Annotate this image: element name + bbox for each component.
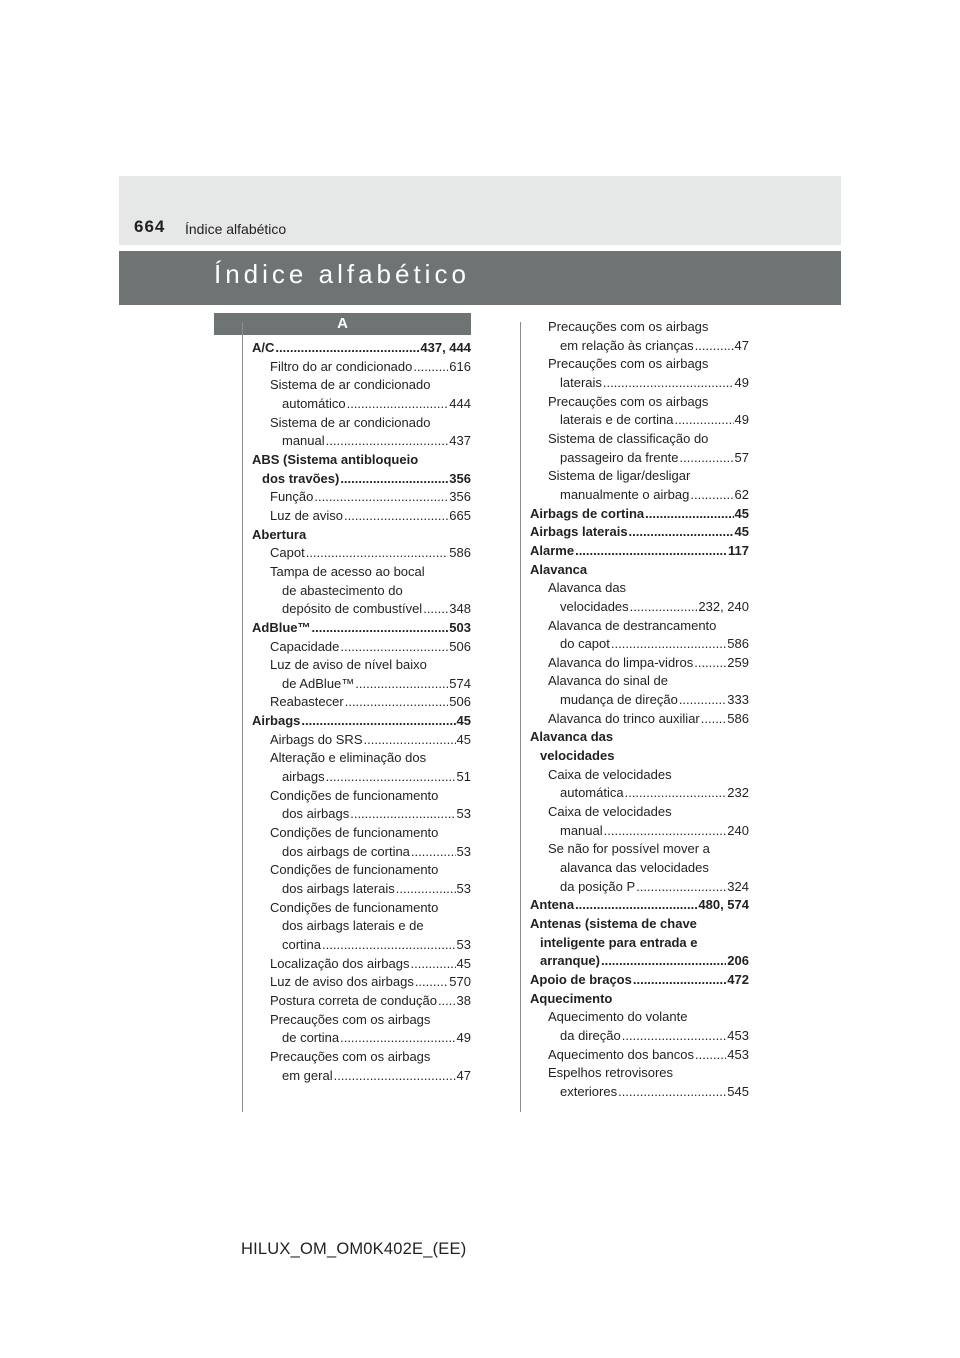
index-entry xyxy=(252,843,471,862)
index-entry xyxy=(252,358,471,377)
index-heading-line: Precauções com os airbags xyxy=(548,319,709,334)
dot-leader xyxy=(575,896,697,915)
entry-label: Capacidade xyxy=(270,638,340,654)
index-entry xyxy=(252,432,471,451)
entry-label: da posição P xyxy=(560,878,636,894)
index-heading-line: Alteração e eliminação dos xyxy=(270,750,427,766)
entry-label: velocidades xyxy=(560,598,629,614)
index-entry xyxy=(530,710,749,729)
index-heading-line: Abertura xyxy=(252,526,307,542)
dot-leader xyxy=(645,505,733,524)
entry-label: Alavanca do trinco auxiliar xyxy=(548,710,700,726)
index-entry xyxy=(252,488,471,507)
dot-leader xyxy=(334,1067,456,1086)
entry-label: Reabastecer xyxy=(270,694,344,710)
dot-leader xyxy=(680,449,734,468)
index-entry xyxy=(252,712,471,731)
dot-leader xyxy=(275,339,419,358)
dot-leader xyxy=(340,638,448,657)
entry-label: Capot xyxy=(270,545,305,561)
dot-leader xyxy=(340,470,448,489)
dot-leader xyxy=(701,710,727,729)
index-heading-line: inteligente para entrada e xyxy=(540,934,698,950)
index-heading-line: Caixa de velocidades xyxy=(548,766,672,782)
entry-label: Antena xyxy=(530,897,575,913)
entry-label: Apoio de braços xyxy=(530,971,632,987)
page-reference: 45 xyxy=(456,731,471,747)
page-reference: 453 xyxy=(727,1027,749,1043)
index-entry xyxy=(252,936,471,955)
entry-label: Airbags xyxy=(252,713,301,729)
page-reference: 480, 574 xyxy=(698,897,749,913)
page-reference: 472 xyxy=(727,971,749,987)
dot-leader xyxy=(622,1027,727,1046)
dot-leader xyxy=(629,523,734,542)
page-reference: 444 xyxy=(449,395,471,411)
dot-leader xyxy=(679,691,726,710)
index-entry xyxy=(530,411,749,430)
index-heading-line: Alavanca xyxy=(530,561,588,577)
page-reference: 356 xyxy=(449,489,471,505)
dot-leader xyxy=(694,654,726,673)
index-entry xyxy=(252,507,471,526)
index-entry xyxy=(252,1029,471,1048)
index-entry xyxy=(530,822,749,841)
index-heading-line: alavanca das velocidades xyxy=(560,860,709,876)
dot-leader xyxy=(312,619,449,638)
index-entry xyxy=(530,1027,749,1046)
entry-label: laterais e de cortina xyxy=(560,412,674,428)
entry-label: automática xyxy=(560,785,624,801)
page-reference: 51 xyxy=(456,769,471,785)
index-entry xyxy=(530,952,749,971)
index-entry xyxy=(252,675,471,694)
document-code: HILUX_OM_OM0K402E_(EE) xyxy=(241,1240,467,1258)
index-heading-line: Sistema de classificação do xyxy=(548,430,709,446)
index-heading-line: Precauções com os airbags xyxy=(270,1011,431,1027)
page-reference: 53 xyxy=(456,937,471,952)
index-heading-line: Aquecimento xyxy=(530,990,613,1006)
page-reference: 570 xyxy=(449,974,471,990)
index-entry xyxy=(252,638,471,657)
page-reference: 49 xyxy=(456,1030,471,1046)
page-reference: 53 xyxy=(456,881,471,897)
index-heading-line: Sistema de ligar/desligar xyxy=(548,468,691,484)
dot-leader xyxy=(630,598,698,617)
dot-leader xyxy=(350,805,455,824)
running-head: Índice alfabético xyxy=(185,221,287,237)
index-heading-line: Condições de funcionamento xyxy=(270,787,439,803)
dot-leader xyxy=(633,971,726,990)
index-heading-line: Sistema de ar condicionado xyxy=(270,377,431,393)
index-heading-line: Tampa de acesso ao bocal xyxy=(270,563,425,579)
index-heading-line: Antenas (sistema de chave xyxy=(530,916,697,931)
index-heading-line: dos airbags laterais e de xyxy=(282,918,424,934)
page-reference: 45 xyxy=(456,955,471,971)
entry-label: dos airbags de cortina xyxy=(282,843,410,859)
dot-leader xyxy=(575,542,727,561)
page-reference: 348 xyxy=(449,601,471,617)
index-entry xyxy=(252,973,471,992)
dot-leader xyxy=(340,1029,455,1048)
index-heading-line: Condições de funcionamento xyxy=(270,899,439,915)
index-heading-line: Precauções com os airbags xyxy=(548,356,709,372)
section-letter-a: A xyxy=(214,313,471,335)
page-reference: 333 xyxy=(727,692,749,708)
page-reference: 356 xyxy=(449,470,471,486)
dot-leader xyxy=(322,936,456,955)
page-reference: 503 xyxy=(449,619,471,635)
index-entry xyxy=(530,449,749,468)
page-reference: 49 xyxy=(734,412,749,428)
page-reference: 47 xyxy=(734,337,749,353)
index-heading-line: Aquecimento do volante xyxy=(548,1009,688,1025)
index-heading-line: Sistema de ar condicionado xyxy=(270,414,431,430)
entry-label: mudança de direção xyxy=(560,692,678,708)
index-heading-line: Precauções com os airbags xyxy=(270,1048,431,1064)
dot-leader xyxy=(618,1083,726,1102)
dot-leader xyxy=(674,411,733,430)
entry-label: Postura correta de condução xyxy=(270,992,437,1008)
dot-leader xyxy=(306,544,449,563)
page-title: Índice alfabético xyxy=(214,259,470,289)
dot-leader xyxy=(415,973,448,992)
page-reference: 586 xyxy=(727,636,749,652)
dot-leader xyxy=(347,395,449,414)
page-reference: 586 xyxy=(449,545,471,561)
dot-leader xyxy=(314,488,448,507)
entry-label: Alavanca do limpa-vidros xyxy=(548,654,694,670)
index-entry xyxy=(530,523,749,542)
index-entry xyxy=(252,1067,471,1086)
page-reference: 57 xyxy=(734,449,749,465)
index-column-right xyxy=(530,318,749,1102)
index-entry xyxy=(252,768,471,787)
index-entry xyxy=(252,600,471,619)
dot-leader xyxy=(411,843,456,862)
entry-label: Filtro do ar condicionado xyxy=(270,358,413,374)
dot-leader xyxy=(690,486,733,505)
dot-leader xyxy=(695,1046,726,1065)
index-entry xyxy=(252,470,471,489)
page-reference: 259 xyxy=(727,654,749,670)
entry-label: depósito de combustível xyxy=(282,601,423,617)
page-reference: 232, 240 xyxy=(698,598,749,614)
index-entry xyxy=(530,971,749,990)
index-heading-line: Se não for possível mover a xyxy=(548,841,710,857)
index-entry xyxy=(530,598,749,617)
page-reference: 45 xyxy=(734,524,749,540)
index-heading-line: Alavanca do sinal de xyxy=(548,673,668,689)
index-entry xyxy=(530,635,749,654)
entry-label: do capot xyxy=(560,636,610,652)
dot-leader xyxy=(423,600,448,619)
index-entry xyxy=(530,896,749,915)
index-entry xyxy=(252,619,471,638)
index-entry xyxy=(530,1046,749,1065)
dot-leader xyxy=(625,784,727,803)
entry-label: dos travões) xyxy=(262,470,340,486)
page-reference: 506 xyxy=(449,638,471,654)
index-entry xyxy=(530,691,749,710)
entry-label: em geral xyxy=(282,1067,333,1083)
page-reference: 453 xyxy=(727,1046,749,1062)
page-reference: 62 xyxy=(734,486,749,502)
index-entry xyxy=(252,395,471,414)
entry-label: dos airbags laterais xyxy=(282,881,395,897)
entry-label: Luz de aviso dos airbags xyxy=(270,974,414,990)
entry-label: manual xyxy=(560,822,603,838)
index-heading-line: velocidades xyxy=(540,748,615,764)
entry-label: Localização dos airbags xyxy=(270,955,410,971)
entry-label: Função xyxy=(270,489,314,505)
index-entry xyxy=(530,374,749,393)
dot-leader xyxy=(438,992,456,1011)
column-divider-left xyxy=(242,322,243,1112)
dot-leader xyxy=(636,878,726,897)
page-number: 664 xyxy=(134,217,166,236)
dot-leader xyxy=(695,337,734,356)
dot-leader xyxy=(603,374,734,393)
entry-label: Aquecimento dos bancos xyxy=(548,1046,694,1062)
dot-leader xyxy=(344,507,448,526)
entry-label: Airbags de cortina xyxy=(530,505,645,521)
index-heading-line: Precauções com os airbags xyxy=(548,393,709,409)
index-entry xyxy=(530,784,749,803)
entry-label: manualmente o airbag xyxy=(560,486,690,502)
page-reference: 437 xyxy=(449,433,471,449)
page-reference: 665 xyxy=(449,507,471,523)
entry-label: de cortina xyxy=(282,1030,340,1046)
page-reference: 240 xyxy=(727,822,749,838)
index-heading-line: Alavanca das xyxy=(548,580,627,596)
page-reference: 324 xyxy=(727,878,749,894)
page-reference: 586 xyxy=(727,710,749,726)
index-entry xyxy=(252,880,471,899)
index-entry xyxy=(530,878,749,897)
entry-label: Airbags laterais xyxy=(530,524,628,540)
dot-leader xyxy=(355,675,448,694)
index-entry xyxy=(252,339,471,358)
entry-label: da direção xyxy=(560,1027,621,1043)
dot-leader xyxy=(301,712,455,731)
entry-label: exteriores xyxy=(560,1083,618,1099)
page-reference: 49 xyxy=(734,374,749,390)
dot-leader xyxy=(345,693,449,712)
entry-label: Luz de aviso xyxy=(270,507,343,523)
entry-label: de AdBlue™ xyxy=(282,675,355,691)
dot-leader xyxy=(326,768,456,787)
page-reference: 574 xyxy=(449,675,471,691)
index-entry xyxy=(252,805,471,824)
dot-leader xyxy=(364,731,456,750)
dot-leader xyxy=(611,635,726,654)
index-entry xyxy=(252,693,471,712)
column-divider-right xyxy=(520,322,521,1112)
page-reference: 45 xyxy=(734,505,749,521)
index-entry xyxy=(530,542,749,561)
entry-label: manual xyxy=(282,433,325,449)
dot-leader xyxy=(326,432,449,451)
index-column-left xyxy=(252,339,471,1085)
page-reference: 117 xyxy=(728,542,749,558)
page-reference: 206 xyxy=(727,953,749,969)
page-reference: 437, 444 xyxy=(420,340,471,355)
entry-label: Airbags do SRS xyxy=(270,731,363,747)
index-entry xyxy=(530,486,749,505)
page-reference: 38 xyxy=(456,992,471,1008)
dot-leader xyxy=(413,358,448,377)
dot-leader xyxy=(410,955,455,974)
index-entry xyxy=(252,992,471,1011)
index-entry xyxy=(252,544,471,563)
index-entry xyxy=(530,1083,749,1102)
page-reference: 53 xyxy=(456,806,471,822)
index-heading-line: Caixa de velocidades xyxy=(548,804,672,820)
entry-label: Alarme xyxy=(530,542,575,558)
page-reference: 47 xyxy=(456,1067,471,1083)
page-reference: 545 xyxy=(727,1083,749,1099)
index-heading-line: Condições de funcionamento xyxy=(270,862,439,878)
entry-label: passageiro da frente xyxy=(560,449,679,465)
entry-label: dos airbags xyxy=(282,806,350,822)
page-reference: 53 xyxy=(456,843,471,859)
index-heading-line: ABS (Sistema antibloqueio xyxy=(252,451,419,467)
index-entry xyxy=(530,337,749,356)
page-reference: 506 xyxy=(449,694,471,710)
entry-label: AdBlue™ xyxy=(252,619,311,635)
index-heading-line: Espelhos retrovisores xyxy=(548,1065,673,1081)
index-entry xyxy=(530,505,749,524)
entry-label: A/C xyxy=(252,340,275,355)
page-reference: 45 xyxy=(456,713,471,729)
index-heading-line: Luz de aviso de nível baixo xyxy=(270,657,427,673)
dot-leader xyxy=(601,952,726,971)
dot-leader xyxy=(604,822,727,841)
entry-label: arranque) xyxy=(540,953,600,969)
index-entry xyxy=(252,731,471,750)
index-heading-line: Alavanca de destrancamento xyxy=(548,617,717,633)
entry-label: em relação às crianças xyxy=(560,337,694,353)
index-heading-line: Condições de funcionamento xyxy=(270,825,439,841)
index-heading-line: Alavanca das xyxy=(530,729,614,745)
index-entry xyxy=(252,955,471,974)
page-reference: 616 xyxy=(449,358,471,374)
page-reference: 232 xyxy=(727,785,749,801)
dot-leader xyxy=(396,880,456,899)
entry-label: cortina xyxy=(282,937,322,952)
entry-label: automático xyxy=(282,395,346,411)
index-heading-line: de abastecimento do xyxy=(282,582,403,598)
entry-label: airbags xyxy=(282,769,325,785)
index-entry xyxy=(530,654,749,673)
entry-label: laterais xyxy=(560,374,602,390)
